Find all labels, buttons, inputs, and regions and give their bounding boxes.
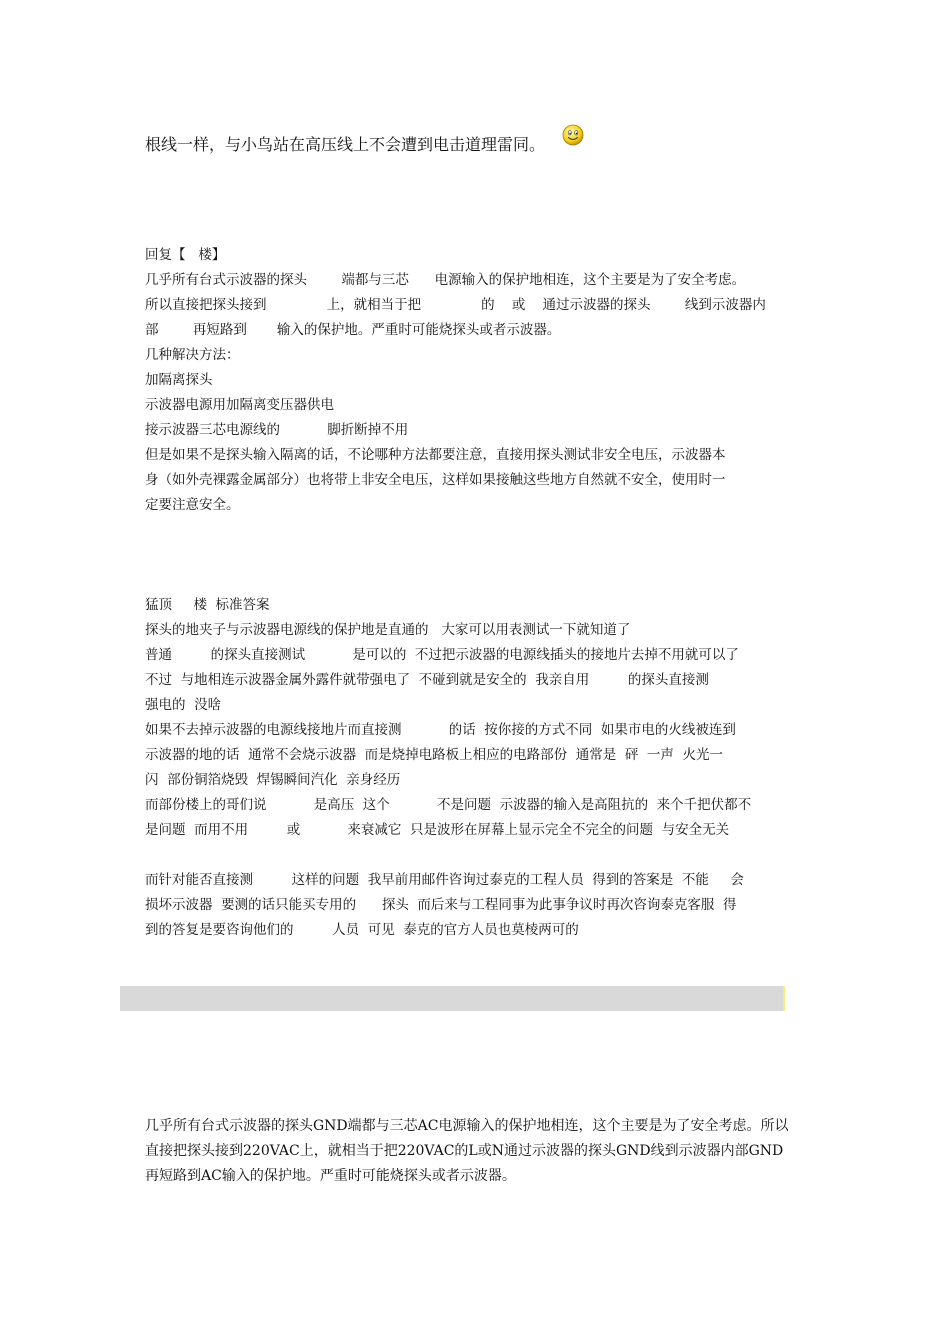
text-line: 闪 部份铜箔烧毁 焊锡瞬间汽化 亲身经历 xyxy=(145,772,401,788)
answer-heading: 猛顶 楼 标准答案 xyxy=(145,597,270,613)
text-line: 而部份楼上的哥们说 是高压 这个 不是问题 示波器的输入是高阻抗的 来个千把伏都不 xyxy=(145,797,752,813)
text-line: 几种解决方法： xyxy=(145,347,240,363)
smiley-face-icon xyxy=(562,124,584,146)
text-line: 损坏示波器 要测的话只能买专用的 探头 而后来与工程同事为此事争议时再次咨询泰克客服 得 xyxy=(145,897,737,913)
text-line: 探头的地夹子与示波器电源线的保护地是直通的 大家可以用表测试一下就知道了 xyxy=(145,622,631,638)
lead-text: 根线一样，与小鸟站在高压线上不会遭到电击道理雷同。 xyxy=(145,135,546,154)
text-line: 普通 的探头直接测试 是可以的 不过把示波器的电源线插头的接地片去掉不用就可以了 xyxy=(145,647,739,663)
section-divider xyxy=(120,986,784,1011)
text-line: 不过 与地相连示波器金属外露件就带强电了 不碰到就是安全的 我亲自用 的探头直接测 xyxy=(145,672,709,688)
text-line: 如果不去掉示波器的电源线接地片而直接测 的话 按你接的方式不同 如果市电的火线被连到 xyxy=(145,722,736,738)
text-line: 几乎所有台式示波器的探头 端都与三芯 电源输入的保护地相连，这个主要是为了安全考虑。 xyxy=(145,272,746,288)
text-line: 示波器电源用加隔离变压器供电 xyxy=(145,397,334,413)
text-line: 直接把探头接到220VAC上，就相当于把220VAC的L或N通过示波器的探头GND线到示波器内部GND xyxy=(145,1143,784,1159)
text-line: 身（如外壳裸露金属部分）也将带上非安全电压，这样如果接触这些地方自然就不安全，使用时一 xyxy=(145,472,726,488)
text-line: 几乎所有台式示波器的探头GND端都与三芯AC电源输入的保护地相连，这个主要是为了安全考虑。所以 xyxy=(145,1118,789,1134)
reply-heading: 回复【 楼】 xyxy=(145,247,226,263)
text-line: 到的答复是要咨询他们的 人员 可见 泰克的官方人员也莫棱两可的 xyxy=(145,922,579,938)
text-line: 但是如果不是探头输入隔离的话，不论哪种方法都要注意，直接用探头测试非安全电压，示波器本 xyxy=(145,447,726,463)
divider-edge xyxy=(783,986,785,1011)
text-line: 示波器的地的话 通常不会烧示波器 而是烧掉电路板上相应的电路部份 通常是 砰 一声 火光一 xyxy=(145,747,723,763)
text-line: 是问题 而用不用 或 来衰减它 只是波形在屏幕上显示完全不完全的问题 与安全无关 xyxy=(145,822,730,838)
text-line: 强电的 没啥 xyxy=(145,697,222,713)
text-line: 接示波器三芯电源线的 脚折断掉不用 xyxy=(145,422,409,438)
text-line: 定要注意安全。 xyxy=(145,497,240,513)
text-line: 加隔离探头 xyxy=(145,372,213,388)
text-line: 所以直接把探头接到 上，就相当于把 的 或 通过示波器的探头 线到示波器内 xyxy=(145,297,766,313)
text-line: 而针对能否直接测 这样的问题 我早前用邮件咨询过泰克的工程人员 得到的答案是 不能 会 xyxy=(145,872,744,888)
text-line: 再短路到AC输入的保护地。严重时可能烧探头或者示波器。 xyxy=(145,1168,516,1184)
text-line: 部 再短路到 输入的保护地。严重时可能烧探头或者示波器。 xyxy=(145,322,561,338)
